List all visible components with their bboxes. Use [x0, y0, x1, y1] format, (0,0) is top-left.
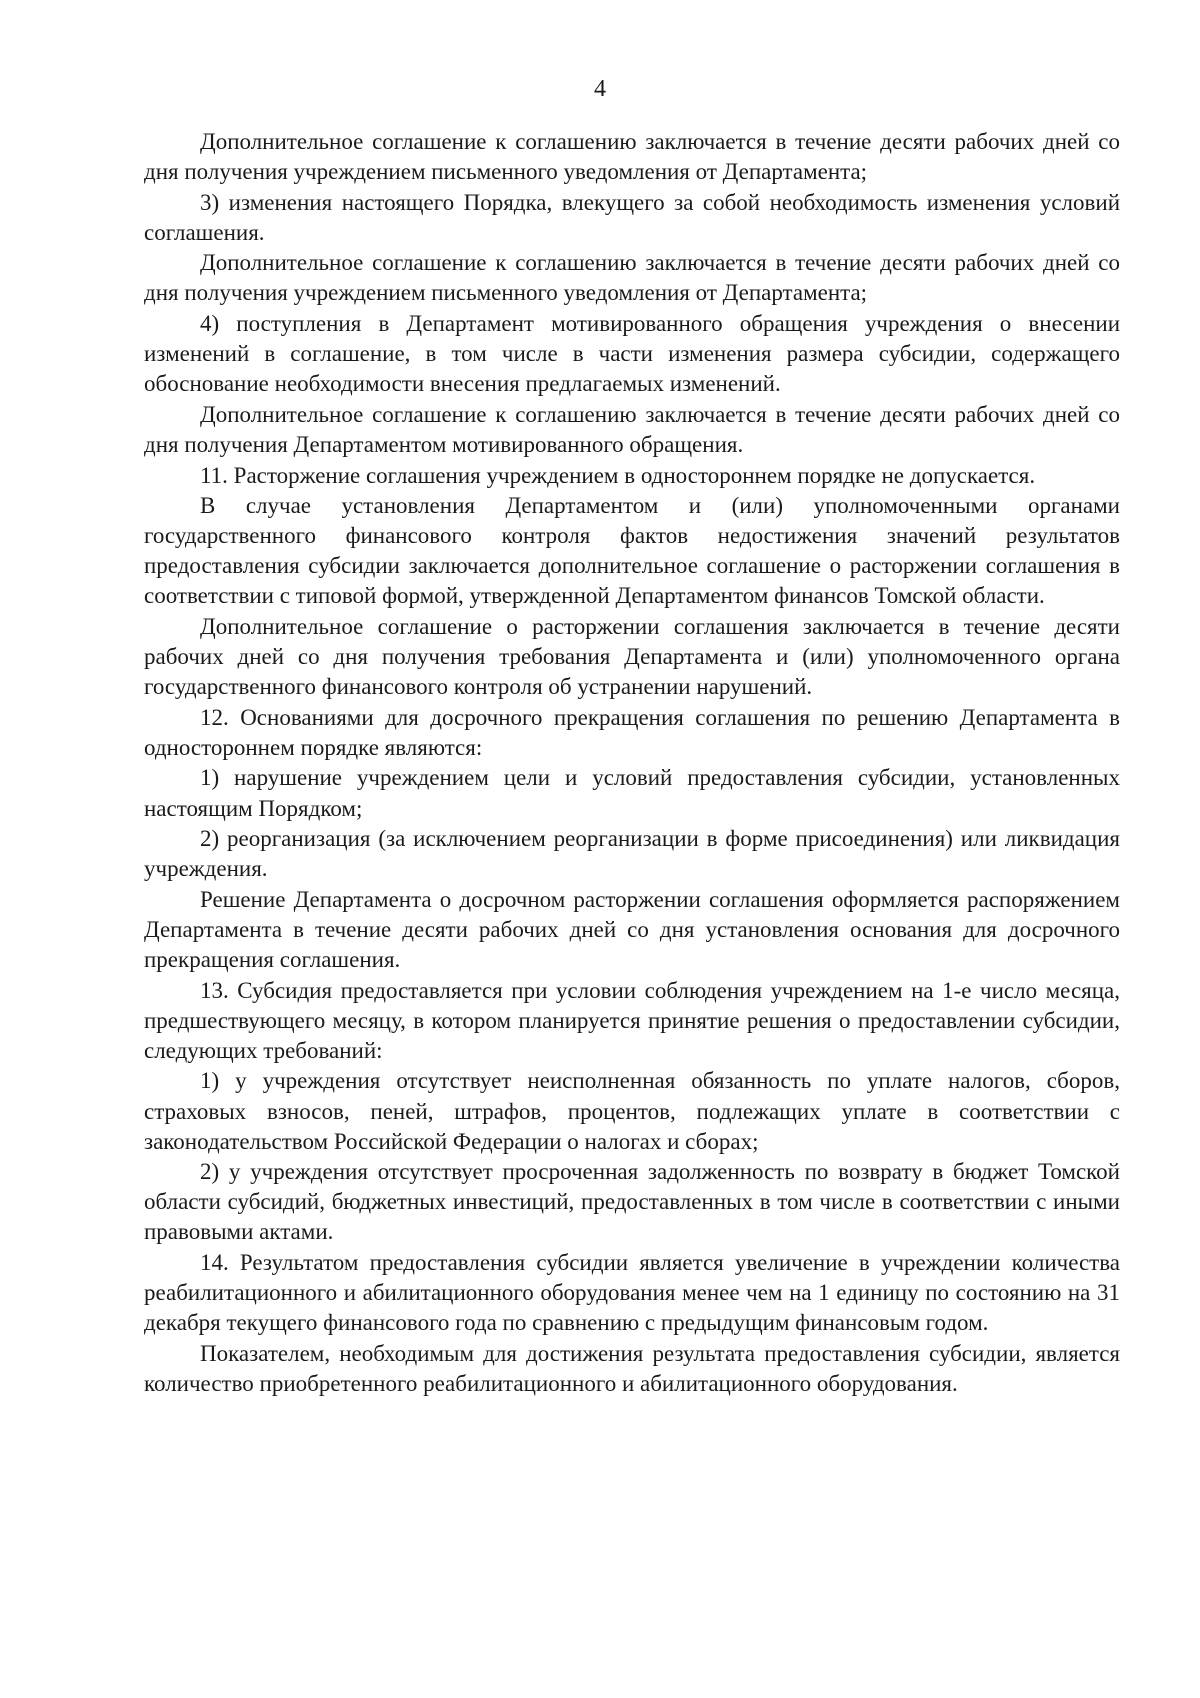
paragraph: 11. Расторжение соглашения учреждением в одностороннем порядке не допускается.	[200, 462, 1036, 488]
document-body	[144, 127, 1120, 1399]
paragraph: 14. Результатом предоставления субсидии является увеличение в учреждении количества реабилитационного и абилитационного оборудования менее чем на 1 единицу по состоянию на 31 декабря текущего финансового года по сравнению с предыдущим финансовым годом.	[144, 1249, 1120, 1336]
page-number: 4	[594, 76, 606, 102]
paragraph: Решение Департамента о досрочном расторжении соглашения оформляется распоряжением Департамента в течение десяти рабочих дней со дня установления основания для досрочного прекращения соглашения.	[144, 886, 1120, 973]
paragraph: 13. Субсидия предоставляется при условии соблюдения учреждением на 1-е число месяца, предшествующего месяцу, в котором планируется принятие решения о предоставлении субсидии, следующих требований:	[144, 977, 1120, 1063]
paragraph: Дополнительное соглашение к соглашению заключается в течение десяти рабочих дней со дня получения учреждением письменного уведомления от Департамента;	[144, 250, 1120, 306]
paragraph: Показателем, необходимым для достижения результата предоставления субсидии, является количество приобретенного реабилитационного и абилитационного оборудования.	[144, 1340, 1120, 1396]
paragraph: 1) у учреждения отсутствует неисполненная обязанность по уплате налогов, сборов, страховых взносов, пеней, штрафов, процентов, подлежащих уплате в соответствии с законодательством Российской Федерации о налогах и сборах;	[144, 1068, 1120, 1154]
paragraph: 4) поступления в Департамент мотивированного обращения учреждения о внесении изменений в соглашение, в том числе в части изменения размера субсидии, содержащего обоснование необходимости внесения предлагаемых изменений.	[144, 311, 1120, 397]
paragraph: 3) изменения настоящего Порядка, влекущего за собой необходимость изменения условий соглашения.	[144, 189, 1120, 245]
paragraph: Дополнительное соглашение о расторжении соглашения заключается в течение десяти рабочих дней со дня получения требования Департамента и (или) уполномоченного органа государственного финансового контроля об устранении нарушений.	[144, 614, 1120, 700]
paragraph: 2) у учреждения отсутствует просроченная задолженность по возврату в бюджет Томской области субсидий, бюджетных инвестиций, предоставленных в том числе в соответствии с иными правовыми актами.	[144, 1159, 1120, 1245]
paragraph: В случае установления Департаментом и (или) уполномоченными органами государственного финансового контроля фактов недостижения значений результатов предоставления субсидии заключается дополнительное соглашение о расторжении соглашения в соответствии с типовой формой, утвержденной Департаментом финансов Томской области.	[144, 493, 1120, 609]
paragraph: 12. Основаниями для досрочного прекращения соглашения по решению Департамента в одностороннем порядке являются:	[144, 704, 1120, 760]
paragraph: Дополнительное соглашение к соглашению заключается в течение десяти рабочих дней со дня получения Департаментом мотивированного обращения.	[144, 401, 1120, 457]
paragraph: 1) нарушение учреждением цели и условий предоставления субсидии, установленных настоящим Порядком;	[144, 765, 1120, 821]
paragraph: 2) реорганизация (за исключением реорганизации в форме присоединения) или ликвидация учреждения.	[144, 826, 1120, 882]
paragraph: Дополнительное соглашение к соглашению заключается в течение десяти рабочих дней со дня получения учреждением письменного уведомления от Департамента;	[144, 129, 1120, 185]
